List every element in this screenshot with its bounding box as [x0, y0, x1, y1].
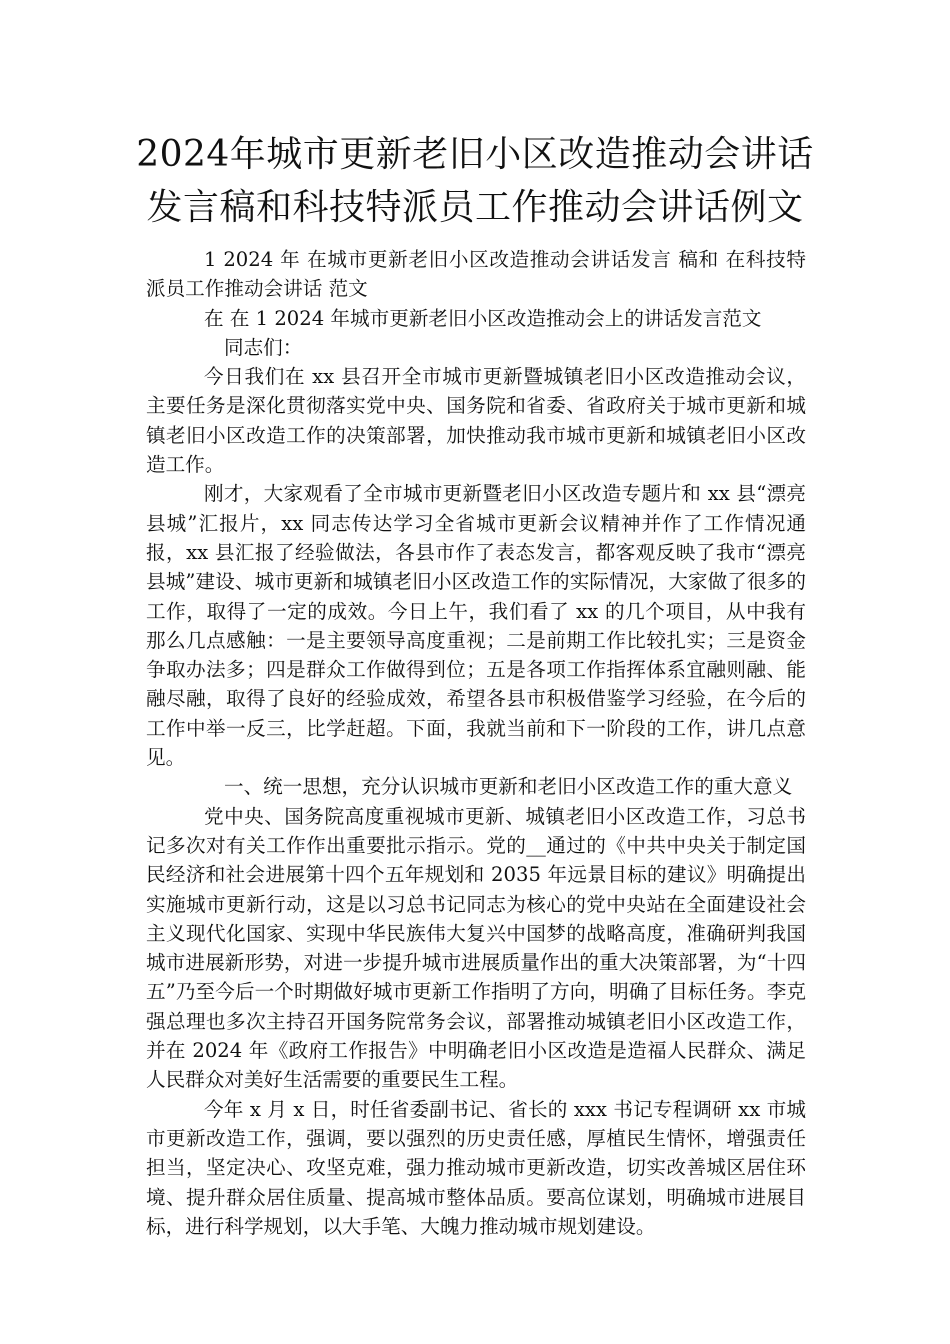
paragraph-intro: 今日我们在 xx 县召开全市城市更新暨城镇老旧小区改造推动会议，主要任务是深化贯彻落实党中央、国务院和省委、省政府关于城市更新和城镇老旧小区改造工作的决策部署，加快推动我市城市更新和城镇老旧小区改造工作。 — [146, 365, 806, 477]
paragraph-provincial-research: 今年 x 月 x 日，时任省委副书记、省长的 xxx 书记专程调研 xx 市城市更新改造工作，强调，要以强烈的历史责任感，厚植民生情怀，增强责任担当，坚定决心、攻坚克难，强力推动城市更新改造，切实改善城区居住环境、提升群众居住质量、提高城市整体品质。要高位谋划，明确城市进展目标，进行科学规划，以大手笔、大魄力推动城市规划建设。 — [146, 1097, 806, 1238]
paragraph-heading-note: 1 2024 年 在城市更新老旧小区改造推动会讲话发言 稿和 在科技特派员工作推动会讲话 范文 — [146, 248, 806, 301]
paragraph-subtitle: 在 在 1 2024 年城市更新老旧小区改造推动会上的讲话发言范文 — [204, 306, 762, 330]
document-body — [146, 245, 806, 1241]
title-line-1: 2024年城市更新老旧小区改造推动会讲话 — [136, 134, 814, 175]
paragraph-review: 刚才，大家观看了全市城市更新暨老旧小区改造专题片和 xx 县“漂亮县城”汇报片，xx 同志传达学习全省城市更新会议精神并作了工作情况通报，xx 县汇报了经验做法，各县市作了表态发言，都客观反映了我市“漂亮县城”建设、城市更新和城镇老旧小区改造工作的实际情况，大家做了很多的工作，取得了一定的成效。今日上午，我们看了 xx 的几个项目，从中我有那么几点感触：一是主要领导高度重视；二是前期工作比较扎实；三是资金争取办法多；四是群众工作做得到位；五是各项工作指挥体系宜融则融、能融尽融，取得了良好的经验成效，希望各县市积极借鉴学习经验，在今后的工作中举一反三，比学赶超。下面，我就当前和下一阶段的工作，讲几点意见。 — [146, 482, 806, 770]
title-line-2: 发言稿和科技特派员工作推动会讲话例文 — [146, 187, 804, 228]
paragraph-salutation: 同志们： — [224, 335, 303, 359]
section-heading-1: 一、统一思想，充分认识城市更新和老旧小区改造工作的重大意义 — [224, 775, 793, 799]
paragraph-central-policy: 党中央、国务院高度重视城市更新、城镇老旧小区改造工作，习总书记多次对有关工作作出重要批示指示。党的__通过的《中共中央关于制定国民经济和社会进展第十四个五年规划和 2035 年远景目标的建议》明确提出实施城市更新行动，这是以习总书记同志为核心的党中央站在全面建设社会主义现代化国家、实现中华民族伟大复兴中国梦的战略高度，准确研判我国城市进展新形势，对进一步提升城市进展质量作出的重大决策部署，为“十四五”乃至今后一个时期做好城市更新工作指明了方向，明确了目标任务。李克强总理也多次主持召开国务院常务会议，部署推动城镇老旧小区改造工作，并在 2024 年《政府工作报告》中明确老旧小区改造是造福人民群众、满足人民群众对美好生活需要的重要民生工程。 — [146, 804, 806, 1092]
document-title — [130, 128, 820, 234]
